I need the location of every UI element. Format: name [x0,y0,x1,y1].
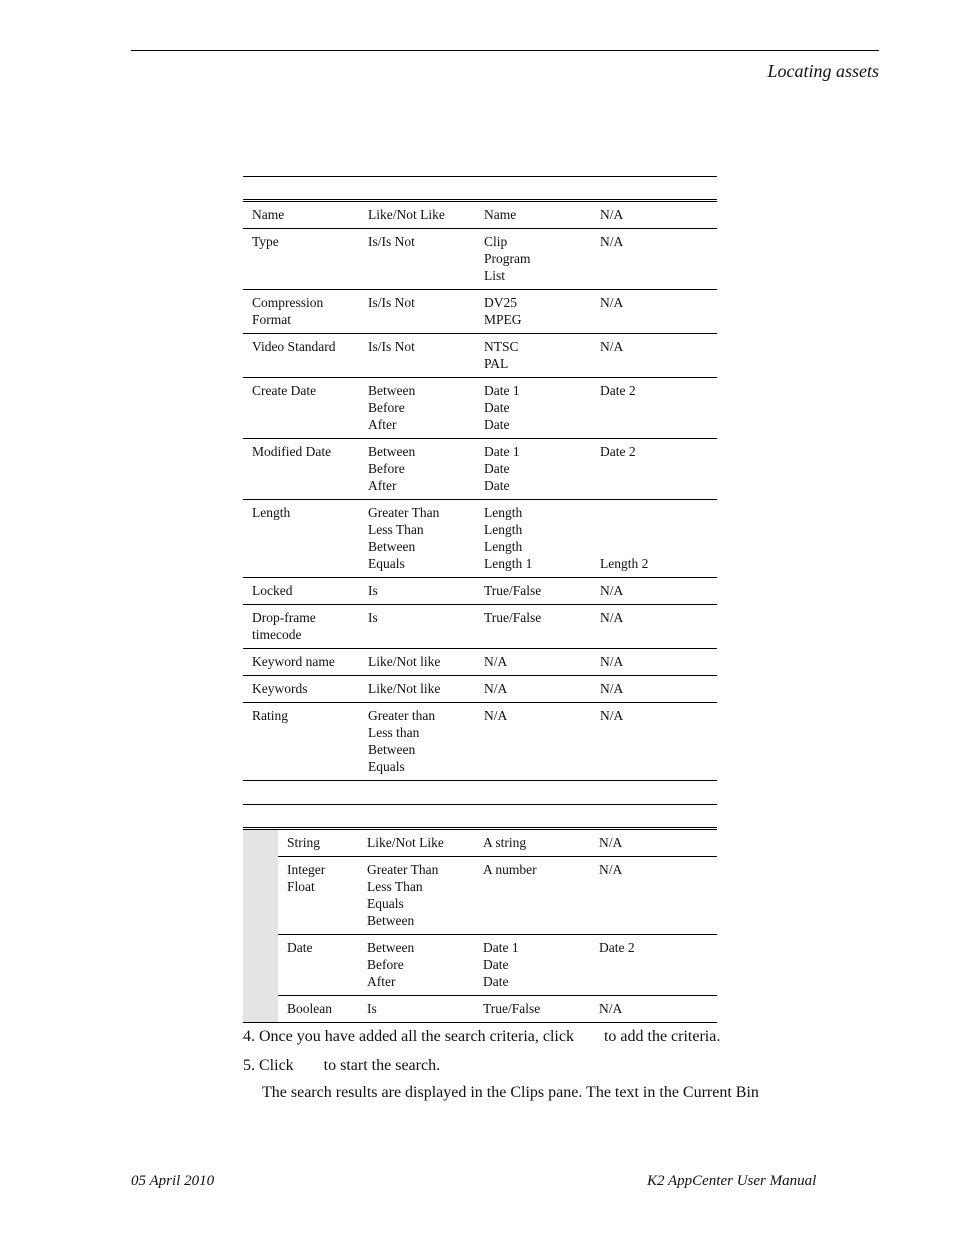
second-value-cell [591,578,717,605]
cell-line: Date [484,417,510,432]
table-header-row [243,177,717,201]
second-value-cell [590,996,717,1023]
value-cell [475,201,591,229]
operator-cell [359,229,475,290]
cell-line: Between [368,539,416,554]
second-value-cell [591,290,717,334]
cell-line: Clip [484,234,508,249]
cell-line: Is [368,610,378,625]
second-value-cell [590,829,717,857]
cell-line: Between [367,940,415,955]
cell-line: Drop-frame [252,610,316,625]
operator-cell [358,829,474,857]
field-cell [243,201,359,229]
table-row [243,649,717,676]
cell-line: Between [368,444,416,459]
cell-line: DV25 [484,295,517,310]
cell-line: Before [367,957,404,972]
cell-line: Length [484,539,523,554]
table-row [243,229,717,290]
cell-line: Date [287,940,313,955]
value-cell [475,500,591,578]
table-row [243,500,717,578]
cell-line: Greater than [368,708,436,723]
cell-line: Compression [252,295,324,310]
result-paragraph: The search results are displayed in the Clips pane. The text in the Current Bin [262,1084,759,1101]
cell-line: Before [368,400,405,415]
cell-line: Integer [287,862,326,877]
field-cell [278,996,358,1023]
cell-line: Before [368,461,405,476]
cell-line: Keyword name [252,654,335,669]
cell-line: Rating [252,708,288,723]
table-header-row [243,805,717,829]
cell-line: PAL [484,356,509,371]
cell-line: timecode [252,627,302,642]
field-cell [243,229,359,290]
second-value-cell [590,935,717,996]
field-cell [243,290,359,334]
table-row [243,578,717,605]
cell-line: Keywords [252,681,308,696]
value-cell [474,996,590,1023]
step-5-text-end: to start the search. [323,1057,441,1074]
operator-cell [358,857,474,935]
second-value-cell [591,334,717,378]
table-row [243,935,717,996]
cell-line: Date 1 [484,444,520,459]
second-value-cell [591,229,717,290]
cell-line: N/A [600,295,624,310]
cell-line: Less Than [368,522,424,537]
value-cell [475,290,591,334]
cell-line: Boolean [287,1001,332,1016]
footer-date: 05 April 2010 [131,1173,215,1189]
cell-line: N/A [484,654,508,669]
step-4 [243,1028,720,1046]
cell-line: After [367,974,396,989]
field-cell [243,649,359,676]
cell-line: Date 2 [600,383,636,398]
cell-line: Date [484,478,510,493]
second-value-cell [591,439,717,500]
cell-line: Name [252,207,285,222]
footer-manual-title: K2 AppCenter User Manual [647,1173,817,1189]
table-row [243,290,717,334]
cell-line: Video Standard [252,339,336,354]
cell-line: N/A [600,339,624,354]
cell-line: N/A [600,654,624,669]
cell-line: MPEG [484,312,522,327]
second-value-cell [591,676,717,703]
operator-cell [359,201,475,229]
cell-line: Greater Than [367,862,439,877]
cell-line: Is/Is Not [368,339,415,354]
operator-cell [358,996,474,1023]
cell-line: Format [252,312,291,327]
cell-line: Date [483,974,509,989]
cell-line: Is/Is Not [368,295,415,310]
field-cell [278,857,358,935]
field-cell [243,378,359,439]
value-cell [475,229,591,290]
operator-cell [359,649,475,676]
cell-line: Float [287,879,315,894]
cell-line: A string [483,835,527,850]
second-value-cell [591,500,717,578]
cell-line: Create Date [252,383,317,398]
field-cell [243,500,359,578]
cell-line: A number [483,862,537,877]
cell-line: True/False [484,583,542,598]
operator-cell [359,703,475,781]
shaded-margin-cell [243,935,278,996]
cell-line: N/A [600,708,624,723]
operator-cell [359,439,475,500]
operator-cell [359,334,475,378]
table-row [243,334,717,378]
cell-line: N/A [600,681,624,696]
cell-line: Name [484,207,517,222]
table-row [243,857,717,935]
cell-line: After [368,478,397,493]
cell-line: Date [484,461,510,476]
cell-line: Equals [368,556,405,571]
table-row [243,201,717,229]
cell-line: Is [368,583,378,598]
cell-line: Is/Is Not [368,234,415,249]
second-value-cell [591,649,717,676]
cell-line: N/A [484,708,508,723]
cell-line: NTSC [484,339,519,354]
cell-line: Date 1 [483,940,519,955]
operator-cell [358,935,474,996]
cell-line: Less Than [367,879,423,894]
cell-line: N/A [600,234,624,249]
cell-line: N/A [600,207,624,222]
cell-line: Less than [368,725,420,740]
operator-cell [359,605,475,649]
value-cell [474,935,590,996]
operator-cell [359,500,475,578]
cell-line: Program [484,251,531,266]
cell-line [600,521,713,538]
cell-line: N/A [599,835,623,850]
operator-cell [359,578,475,605]
field-cell [243,578,359,605]
table-row [243,676,717,703]
custom-data-table [243,804,717,1023]
cell-line: Date [484,400,510,415]
table-row [243,378,717,439]
step-4-text-end: to add the criteria. [603,1028,721,1045]
field-cell [243,439,359,500]
cell-line: Length [252,505,291,520]
cell-line: Modified Date [252,444,332,459]
field-cell [243,605,359,649]
cell-line: Between [368,742,416,757]
field-cell [278,829,358,857]
table-row [243,605,717,649]
operator-cell [359,378,475,439]
cell-line: String [287,835,321,850]
cell-line: N/A [599,862,623,877]
cell-line: Equals [367,896,404,911]
value-cell [475,378,591,439]
cell-line: After [368,417,397,432]
second-value-cell [591,378,717,439]
step-5 [243,1057,440,1075]
second-value-cell [591,605,717,649]
value-cell [474,857,590,935]
cell-line: Between [368,383,416,398]
value-cell [474,829,590,857]
cell-line: Length 1 [484,556,533,571]
cell-line: List [484,268,506,283]
cell-line: Is [367,1001,377,1016]
cell-line: N/A [599,1001,623,1016]
field-cell [278,935,358,996]
cell-line: Greater Than [368,505,440,520]
second-value-cell [591,703,717,781]
value-cell [475,605,591,649]
cell-line: Type [252,234,279,249]
table-row [243,703,717,781]
cell-line: True/False [484,610,542,625]
table-row [243,996,717,1023]
cell-line: True/False [483,1001,541,1016]
asset-properties-table [243,176,717,781]
header-rule [131,50,879,51]
cell-line: N/A [600,583,624,598]
field-cell [243,334,359,378]
cell-line: Equals [368,759,405,774]
cell-line [600,504,713,521]
cell-line: Date 2 [599,940,635,955]
second-value-cell [590,857,717,935]
cell-line: Locked [252,583,293,598]
shaded-margin-cell [243,829,278,857]
field-cell [243,703,359,781]
cell-line: Date [483,957,509,972]
value-cell [475,676,591,703]
cell-line: Like/Not Like [367,835,444,850]
value-cell [475,578,591,605]
table-row [243,439,717,500]
value-cell [475,703,591,781]
second-value-cell [591,201,717,229]
table-row [243,829,717,857]
operator-cell [359,290,475,334]
value-cell [475,649,591,676]
shaded-margin-cell [243,996,278,1023]
shaded-margin-cell [243,857,278,935]
cell-line: N/A [484,681,508,696]
cell-line: Like/Not Like [368,207,445,222]
running-head: Locating assets [767,61,879,81]
step-4-text: 4. Once you have added all the search criteria, click [243,1028,574,1045]
cell-line: Between [367,913,415,928]
cell-line: Like/Not like [368,654,441,669]
cell-line: Length 2 [600,556,649,571]
cell-line: Length [484,505,523,520]
cell-line [600,538,713,555]
operator-cell [359,676,475,703]
cell-line: Like/Not like [368,681,441,696]
value-cell [475,334,591,378]
cell-line: N/A [600,610,624,625]
step-5-text: 5. Click [243,1057,294,1074]
cell-line: Length [484,522,523,537]
cell-line: Date 2 [600,444,636,459]
cell-line: Date 1 [484,383,520,398]
field-cell [243,676,359,703]
value-cell [475,439,591,500]
